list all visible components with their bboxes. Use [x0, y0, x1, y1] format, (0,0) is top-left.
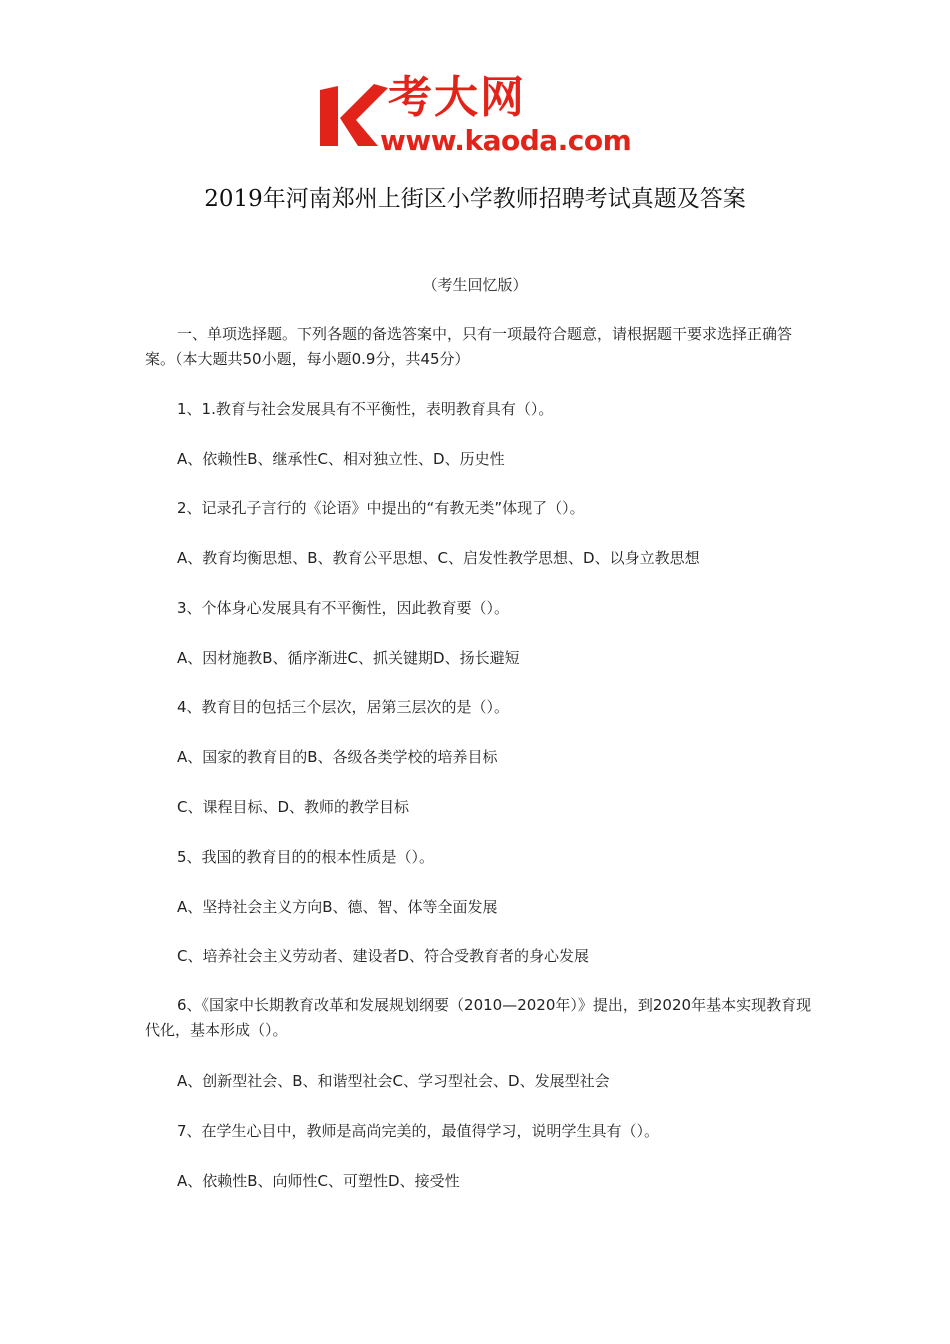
document-subtitle: （考生回忆版） — [422, 276, 528, 294]
question-1: 1、1.教育与社会发展具有不平衡性，表明教育具有（）。 — [177, 400, 554, 418]
question-4: 4、教育目的包括三个层次，居第三层次的是（）。 — [177, 698, 510, 716]
question-2-options: A、教育均衡思想、B、教育公平思想、C、启发性教学思想、D、以身立教思想 — [177, 549, 700, 567]
question-6-options: A、创新型社会、B、和谐型社会C、学习型社会、D、发展型社会 — [177, 1072, 610, 1090]
section-intro: 一、单项选择题。下列各题的备选答案中，只有一项最符合题意，请根据题干要求选择正确答案。（本大题共50小题，每小题0.9分，共45分） — [145, 325, 793, 368]
question-7: 7、在学生心目中，教师是高尚完美的，最值得学习，说明学生具有（）。 — [177, 1122, 660, 1140]
question-2: 2、记录孔子言行的《论语》中提出的“有教无类”体现了（）。 — [177, 499, 585, 517]
question-1-options: A、依赖性B、继承性C、相对独立性、D、历史性 — [177, 450, 505, 468]
logo-brand-text: 考大网 — [388, 72, 526, 123]
kaoda-logo[interactable] — [318, 72, 640, 158]
question-5-options-2: C、培养社会主义劳动者、建设者D、符合受教育者的身心发展 — [177, 947, 590, 965]
question-4-options-1: A、国家的教育目的B、各级各类学校的培养目标 — [177, 748, 498, 766]
document-title: 2019年河南郑州上街区小学教师招聘考试真题及答案 — [204, 186, 746, 212]
question-3: 3、个体身心发展具有不平衡性，因此教育要（）。 — [177, 599, 510, 617]
question-3-options: A、因材施教B、循序渐进C、抓关键期D、扬长避短 — [177, 649, 520, 667]
question-5: 5、我国的教育目的的根本性质是（）。 — [177, 848, 435, 866]
question-6: 6、《国家中长期教育改革和发展规划纲要（2010—2020年）》提出，到2020年基本实现教育现代化，基本形成（）。 — [145, 996, 812, 1039]
question-4-options-2: C、课程目标、D、教师的教学目标 — [177, 798, 410, 816]
question-5-options-1: A、坚持社会主义方向B、德、智、体等全面发展 — [177, 898, 498, 916]
question-7-options: A、依赖性B、向师性C、可塑性D、接受性 — [177, 1172, 460, 1190]
logo-url-text: www.kaoda.com — [380, 124, 632, 157]
